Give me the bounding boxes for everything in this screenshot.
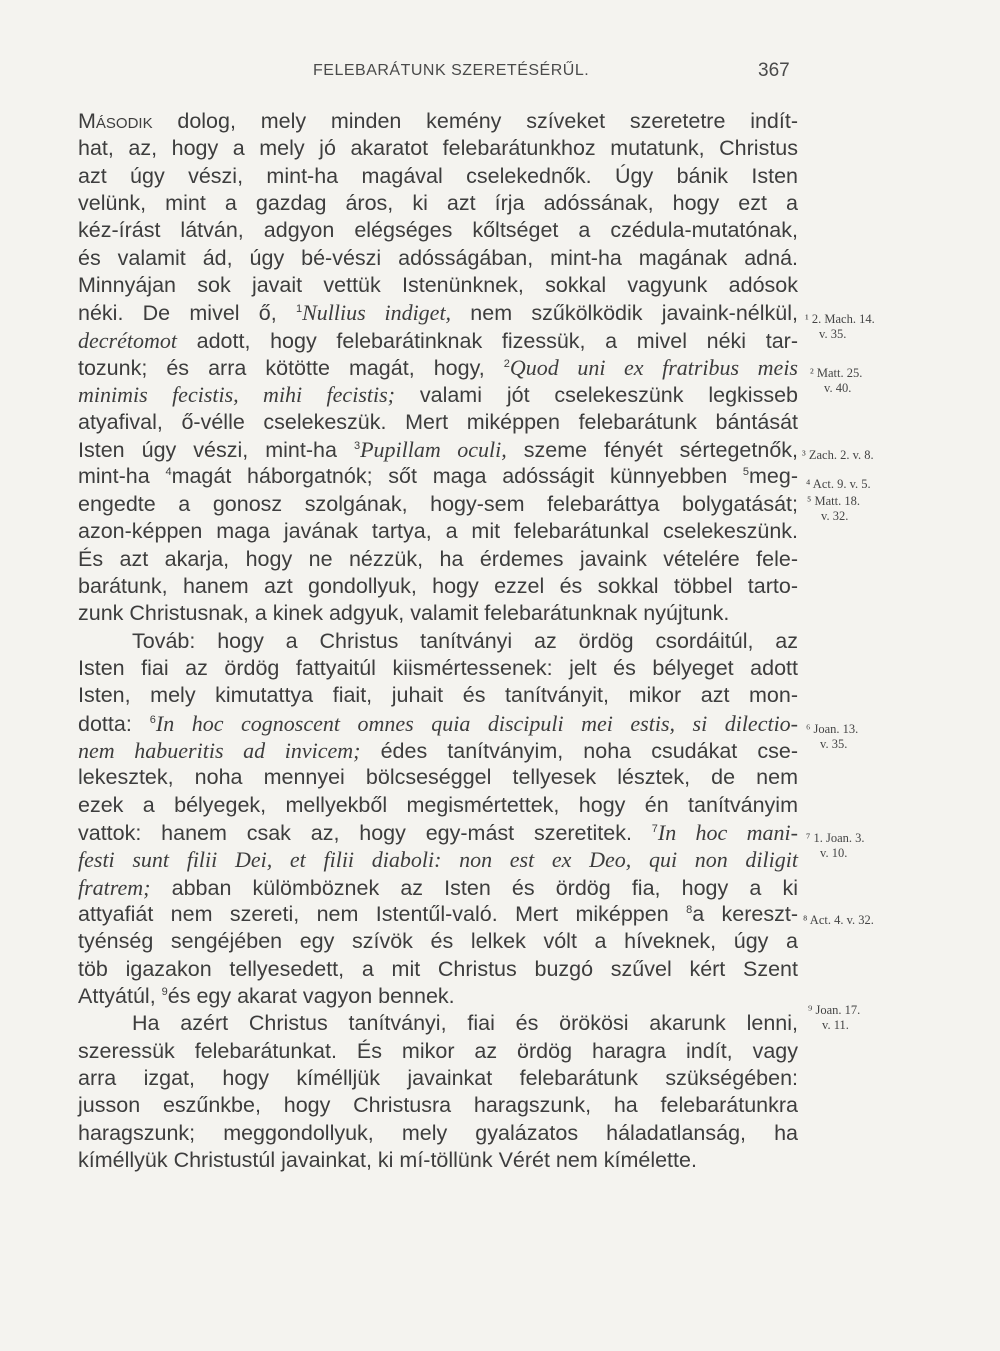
page-number: 367 [758, 60, 790, 81]
text-segment: És azt akarja, hogy ne nézzük, ha érdemes javaink vételére fele- [78, 546, 798, 571]
text-segment: Továb: hogy a Christus tanítványi az ördög csordáitúl, az [132, 628, 798, 653]
text-line [78, 1147, 798, 1174]
footnote-marker: 3 [353, 439, 361, 452]
margin-note [806, 477, 871, 492]
text-line [78, 573, 798, 600]
text-line [78, 463, 798, 490]
text-line [78, 655, 798, 682]
latin-quote: fratrem; [78, 874, 151, 900]
text-segment: attyafiát nem szereti, nem Istentűl-való. Mert miképpen [78, 901, 687, 926]
footnote-marker: 7 [651, 822, 658, 835]
latin-quote: Nullius indiget, [302, 300, 452, 326]
text-segment: arra izgat, hogy kímélljük javainkat felebarátunk szükségében: [78, 1066, 798, 1091]
text-segment: tyénség sengéjében egy szívök és lelkek vólt a híveknek, úgy a [78, 929, 798, 954]
text-line [78, 792, 798, 819]
text-line [78, 546, 798, 573]
text-line [78, 600, 798, 627]
footnote-marker: 5 [742, 466, 750, 479]
text-segment: jusson eszűnkbe, hogy Christusra haragszunk, ha felebarátunkra [78, 1093, 798, 1118]
text-segment: nem szűkölködik javaink-nélkül, [451, 301, 798, 326]
text-segment: ezek a bélyegek, mellyekből megismértettek, hogy én tanítványim [78, 792, 798, 817]
text-segment: zunk Christusnak, a kinek adgyuk, valamit felebarátunknak nyújtunk. [78, 601, 730, 626]
text-segment: néki. De mivel ő, [78, 301, 296, 326]
text-segment: haragszunk; meggondollyuk, mely gyalázatos háladatlanság, ha [78, 1120, 798, 1145]
margin-note-ref: ⁷ 1. Joan. 3. [806, 831, 865, 845]
text-line [78, 245, 798, 272]
text-segment: lekesztek, noha mennyei bölcseséggel tellyesek lésztek, de nem [78, 765, 798, 790]
latin-quote: In hoc mani- [657, 819, 798, 845]
margin-note-ref: ² Matt. 25. [810, 366, 863, 380]
margin-note-verse: v. 10. [820, 846, 848, 860]
margin-note-verse: v. 32. [821, 509, 849, 523]
text-segment: kéz-írást látván, adgyon elégséges kőltséget a czédula-mutatónak, [78, 218, 798, 243]
margin-note-ref: ⁴ Act. 9. v. 5. [806, 477, 871, 491]
latin-quote: Pupillam oculi, [360, 437, 507, 463]
footnote-marker: 4 [165, 466, 172, 479]
text-segment: vattok: hanem csak az, hogy egy-mást szeretitek. [78, 820, 652, 845]
text-segment: azt úgy vészi, mint-ha magával cselekednők. Úgy bánik Isten [78, 163, 798, 188]
margin-note-ref: ⁵ Matt. 18. [807, 494, 860, 508]
text-line [78, 764, 798, 791]
text-segment: dotta: [78, 711, 150, 736]
margin-note [807, 494, 860, 524]
footnote-marker: 6 [149, 713, 156, 726]
footnote-marker: 1 [295, 303, 303, 316]
text-line [78, 1010, 798, 1037]
text-line [78, 1038, 798, 1065]
text-line [78, 874, 798, 901]
footnote-marker: 9 [161, 985, 168, 998]
text-line [78, 217, 798, 244]
text-segment: Minnyájan sok javait vettük Istenünknek, sokkal vagyunk adósok [78, 273, 798, 298]
text-line [78, 737, 798, 764]
text-segment: hat, az, hogy a mely jó akaratot felebarátunkhoz mutatunk, Christus [78, 136, 798, 161]
text-line [78, 327, 798, 354]
margin-note [810, 366, 862, 396]
margin-note [805, 312, 875, 342]
text-line [78, 956, 798, 983]
text-segment: Attyátúl, [78, 984, 162, 1008]
text-segment: édes tanítványim, noha csudákat cse- [360, 738, 798, 763]
margin-note [802, 448, 874, 463]
text-line [78, 1092, 798, 1119]
text-segment: velünk, mint a gazdag áros, ki azt írja adóssának, hogy ezt a [78, 191, 798, 216]
text-line [78, 928, 798, 955]
text-segment: töb igazakon tellyesedett, a mit Christus buzgó szűvel kért Szent [78, 956, 798, 981]
text-segment: Ha azért Christus tanítványi, fiai és örökösi akarunk lenni, [132, 1011, 798, 1036]
latin-quote: Quod uni ex fratribus meis [509, 355, 798, 381]
text-segment: atyafival, ő-vélle cselekeszük. Mert miképpen felebarátunk bántását [78, 409, 798, 434]
footnote-marker: 2 [503, 357, 510, 370]
text-line [78, 628, 798, 655]
text-segment: abban külömböznek az Isten és ördög fia, hogy a ki [150, 875, 798, 900]
running-title: FELEBARÁTUNK SZERETÉSÉRŰL. [313, 62, 590, 79]
text-segment: Isten, mely kimutattya fiait, juhait és tanítványit, mikor azt mon- [78, 683, 798, 708]
margin-note [806, 722, 858, 752]
margin-note-ref: ⁹ Joan. 17. [808, 1003, 861, 1017]
text-segment: barátunk, hanem azt gondollyuk, hogy ezzel és sokkal többel tarto- [78, 573, 798, 598]
text-line [78, 299, 798, 326]
margin-note [808, 1003, 860, 1033]
text-segment: és egy akarat vagyon bennek. [167, 984, 455, 1008]
footnote-marker: 8 [686, 903, 693, 916]
text-segment: azon-képpen maga javának tartya, a mit felebarátunkal cselekeszünk. [78, 519, 798, 544]
text-segment: Második [78, 109, 153, 133]
text-line [78, 354, 798, 381]
margin-note-ref: ¹ 2. Mach. 14. [805, 312, 875, 326]
latin-quote: nem habueritis ad invicem; [78, 737, 361, 763]
text-segment: engedte a gonosz szolgának, hogy-sem felebaráttya bolygatását; [78, 491, 798, 516]
text-segment: Isten fiai az ördög fattyaitúl kiismértessenek: jelt és bélyeget adott [78, 655, 798, 680]
latin-quote: In hoc cognoscent omnes quia discipuli mei estis, si dilectio- [155, 710, 799, 736]
text-segment: a kereszt- [692, 901, 799, 926]
text-line [78, 682, 798, 709]
text-segment: tozunk; és arra kötötte magát, hogy, [78, 356, 504, 381]
text-line [78, 491, 798, 518]
text-line [78, 272, 798, 299]
body-text [78, 108, 798, 1174]
text-segment: kíméllyük Christustúl javainkat, ki mí-töllünk Vérét nem kímélette. [78, 1148, 697, 1173]
text-segment: meg- [749, 464, 798, 489]
text-segment: adott, hogy felebarátinknak fizessük, a mivel néki tar- [176, 328, 798, 353]
margin-note-ref: ⁸ Act. 4. v. 32. [803, 913, 874, 927]
text-line [78, 710, 798, 737]
text-segment: mint-ha [78, 464, 166, 489]
text-segment: és valamit ád, úgy bé-vészi adósságában, mint-ha magának adná. [78, 245, 798, 270]
margin-note-ref: ³ Zach. 2. v. 8. [802, 448, 874, 462]
text-segment: valami jót cselekeszünk legkisseb [395, 383, 798, 408]
text-line [78, 108, 798, 135]
text-segment: magát háborgatnók; sőt maga adósságit künnyebben [171, 464, 743, 489]
margin-note-verse: v. 40. [824, 381, 852, 395]
text-line [78, 135, 798, 162]
latin-quote: minimis fecistis, mihi fecistis; [78, 382, 395, 408]
margin-note-verse: v. 35. [820, 737, 848, 751]
margin-note [806, 831, 865, 861]
text-segment: dolog, mely minden kemény szíveket szeretetre indít- [152, 109, 798, 133]
text-line [78, 190, 798, 217]
text-line [78, 518, 798, 545]
margin-note-verse: v. 35. [819, 327, 847, 341]
text-line [78, 901, 798, 928]
text-line [78, 409, 798, 436]
text-line [78, 163, 798, 190]
text-line [78, 819, 798, 846]
latin-quote: decrétomot [78, 327, 177, 353]
text-segment: szeressük felebarátunkat. És mikor az ördög haragra indít, vagy [78, 1038, 798, 1063]
text-line [78, 436, 798, 463]
text-line [78, 846, 798, 873]
margin-note-verse: v. 11. [822, 1018, 849, 1032]
latin-quote: festi sunt filii Dei, et filii diaboli: non est ex Deo, qui non diligit [78, 847, 798, 873]
text-segment: szeme fényét sértegetnők, [506, 438, 798, 463]
text-line [78, 1065, 798, 1092]
text-line [78, 983, 798, 1010]
margin-note [803, 913, 874, 928]
text-line [78, 381, 798, 408]
margin-note-ref: ⁶ Joan. 13. [806, 722, 859, 736]
text-line [78, 1120, 798, 1147]
text-segment: Isten úgy vészi, mint-ha [78, 438, 354, 463]
